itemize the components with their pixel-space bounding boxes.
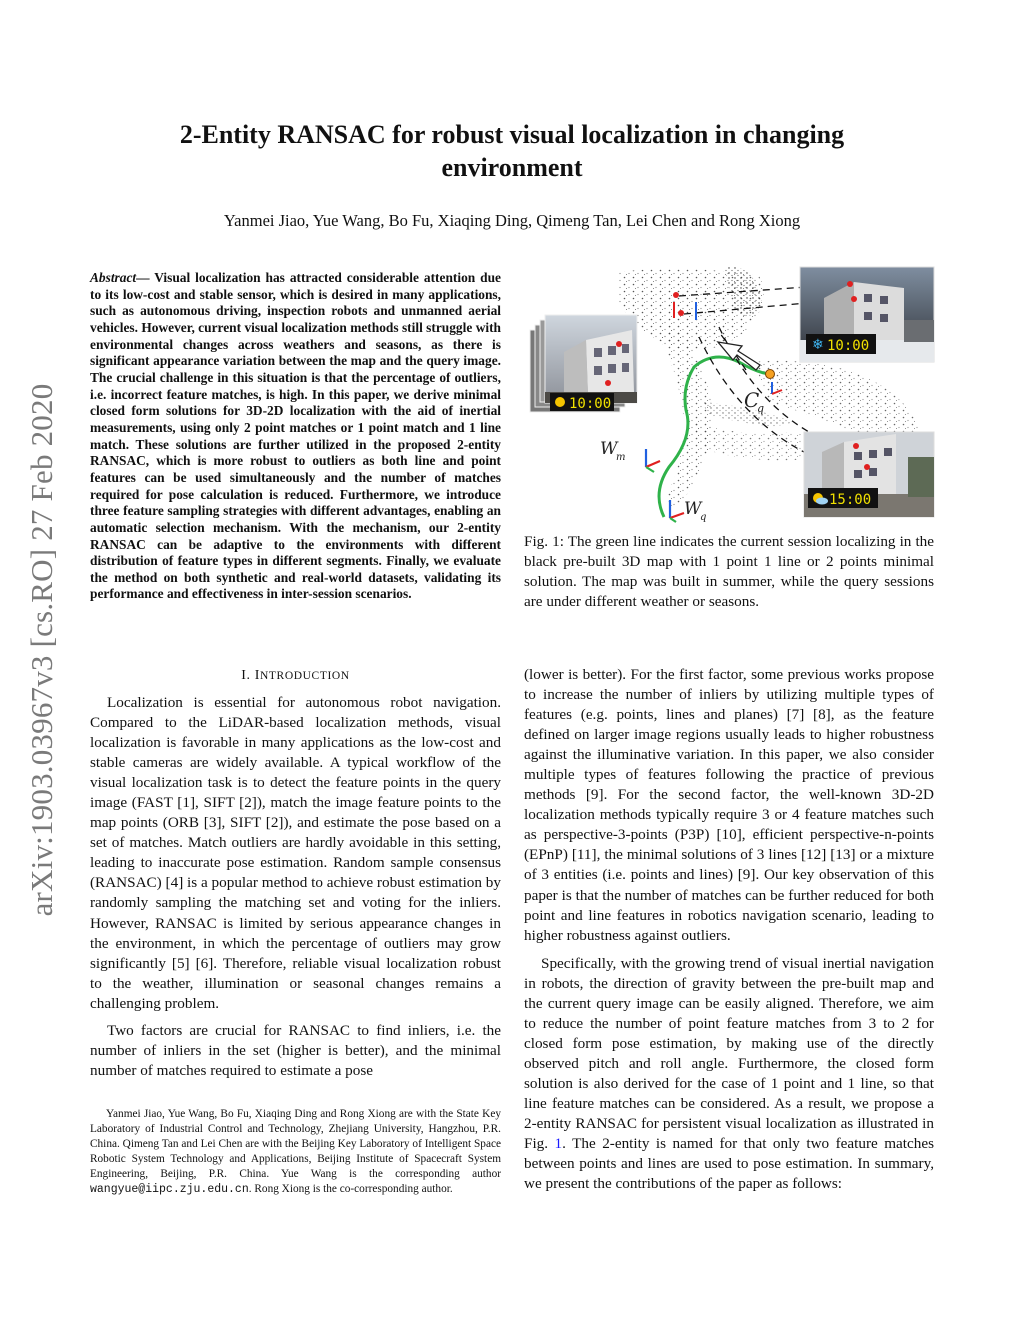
section-title-initial: I [254,668,261,683]
section-heading-introduction [90,668,501,684]
paragraph: Localization is essential for autonomous robot navigation. Compared to the LiDAR-based localization methods, visual localization is favorable in many applications as the low-cost and stable cameras are widely available. A typical workflow of the visual localization task is to detect the feature points in the query image (FAST [1], SIFT [2]), match the image feature points to the map points (ORB [3], SIFT [2]), and estimate the pose based on a set of matches. Match outliers are hardly avoidable in this setting, leading to inaccurate pose estimation. Random sample consensus (RANSAC) [4] is a popular method to achieve robust estimation by randomly sampling the matching set and voting for the inliers. However, RANSAC is limited by serious appearance changes in the environment, in which the percentage of outliers may grow significantly [5] [6]. Therefore, reliable visual localization robust to the weather, illumination or seasonal changes remains a challenging problem. [90,694,501,1012]
label-wm-sub: m [616,452,626,463]
section-numeral: I. [241,668,255,683]
paragraph-text: Specifically, with the growing trend of visual inertial navigation in robots, the direction of gravity between the pre-built map and the current query image can be easily aligned. Therefore, we aim to reduce the number of point feature matches from 3 to 2 for closed form pose estimation, by making use of the directly observed pitch and roll angle. Furthermore, the closed form solution is also derived for the case of 1 point and 1 line, so that line feature matches can be considered. As a result, we propose a 2-entity RANSAC for persistent visual localization as illustrated in Fig. [524,954,934,1153]
paragraph [524,954,934,1195]
author-list: Yanmei Jiao, Yue Wang, Bo Fu, Xiaqing Ding, Qimeng Tan, Lei Chen and Rong Xiong [223,211,801,230]
figure-1 [524,262,936,527]
arxiv-identifier [22,355,62,945]
query-image-top-right [800,267,934,362]
query-image-bottom-right [804,432,934,517]
time-display-bottom-right: 15:00 [829,492,872,508]
title-line-2: environment [441,153,583,182]
label-cq-sub: q [757,402,765,415]
label-wq: W [684,499,702,519]
section-title-rest: NTRODUCTION [260,670,350,682]
arxiv-identifier-text: arXiv:1903.03967v3 [cs.RO] 27 Feb 2020 [24,383,59,917]
query-image-left [530,315,637,412]
abstract-text: Visual localization has attracted considerable attention due to its low-cost and stable sensor, which is desired in many applications, such as autonomous driving, inspection robots and unmanned aerial vehicles. However, current visual localization methods still struggle with environmental changes across weathers and seasons, as there is significant appearance variation between the map and the query image. The crucial challenge in this situation is that the percentage of outliers, i.e. incorrect feature matches, is high. In this paper, we derive minimal closed form solutions for 3D-2D localization with the aid of inertial measurements, using only 2 point matches or 1 point match and 1 line match. These solutions are further utilized in the proposed 2-entity RANSAC, which is more robust to outliers as both line and point features can be used simultaneously and the number of matches required for pose calculation is reduced. Furthermore, we introduce three feature sampling strategies with different advantages, enabling an automatic selection mechanism. With the mechanism, our 2-entity RANSAC can be adaptive to the environments with different distribution of feature types in different segments. Finally, we evaluate the method on both synthetic and real-world datasets, validating its performance and effectiveness in inter-session scenarios. [90,270,501,602]
footnote-text-end: . Rong Xiong is the co-corresponding author. [248,1183,453,1196]
paragraph-text-end: . The 2-entity is named for that only two feature matches between points and lines are used to pose estimation. In summary, we present the contributions of the paper as follows: [524,1135,934,1193]
affiliation-footnote [90,1107,501,1198]
label-wq-sub: q [700,512,707,523]
abstract-label: Abstract [90,270,137,285]
author-email[interactable]: wangyue@iipc.zju.edu.cn [90,1183,249,1197]
paper-title [120,118,904,184]
paragraph: Two factors are crucial for RANSAC to find inliers, i.e. the number of inliers in the set (higher is better), and the minimal number of matches required to estimate a pose [90,1021,501,1079]
left-column-body [90,693,501,1081]
abstract-dash: — [136,270,150,285]
time-display-top-right: 10:00 [827,338,870,354]
figure-reference-link[interactable]: 1 [554,1135,563,1153]
footnote-text: Yanmei Jiao, Yue Wang, Bo Fu, Xiaqing Ding and Rong Xiong are with the State Key Laboratory of Industrial Control and Technology, Zhejiang University, Hangzhou, P.R. China. Qimeng Tan and Lei Chen are with the Beijing Key Laboratory of Intelligent Space Robotic System Technology and Applications, Beijing Institute of Spacecraft System Engineering, Beijing, P.R. China. Yue Wang is the corresponding author [90,1108,501,1181]
abstract [90,270,501,603]
paragraph: (lower is better). For the first factor, some previous works propose to increase the number of inliers by utilizing multiple types of features (e.g. points, lines and planes) [7] [8], as the feature defined on larger image regions usually leads to higher robustness against the illuminative variation. In this paper, we also consider multiple types of features following the practice of previous methods [9]. For the second factor, the well-known 3D-2D localization methods typically require 3 or 4 feature matches such as perspective-3-points (P3P) [10], efficient perspective-n-points (EPnP) [11], the minimal solutions of 3 lines [12] [13] or a mixture of 3 entities (i.e. points and lines) [9]. Our key observation of this paper is that the number of matches can be further reduced for both point and line features in robotics navigation scenario, leading to higher robustness against outliers. [524,666,934,944]
label-cq: C [744,388,760,412]
label-wm: W [600,439,618,459]
current-pose-marker [766,370,775,379]
right-column-body [524,665,934,1194]
svg-text:❄: ❄ [812,337,824,353]
figure-1-illustration [524,262,936,527]
time-display-left: 10:00 [569,396,612,412]
map-frame-axes [646,449,660,472]
title-line-1: 2-Entity RANSAC for robust visual localization in changing [179,120,845,149]
figure-caption: Fig. 1: The green line indicates the current session localizing in the black pre-built 3D map with 1 point 1 line or 2 points minimal solution. The map was built in summer, while the query sessions are under different weather or seasons. [524,533,934,611]
